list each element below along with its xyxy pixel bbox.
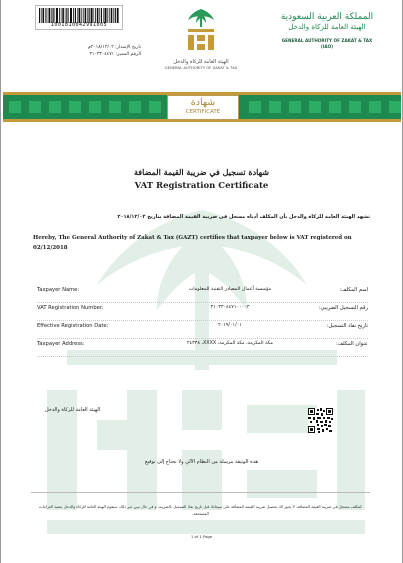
field-label-en: Effective Registration Date: <box>37 323 109 329</box>
field-row-taxpayer-name <box>37 285 368 303</box>
title-en: VAT Registration Certificate <box>134 181 269 191</box>
field-label-ar: اسم المكلف: <box>339 287 368 293</box>
footer-divider <box>31 492 370 493</box>
field-label-en: Taxpayer Address: <box>37 341 85 347</box>
field-label-ar: تاريخ نفاذ التسجيل: <box>326 323 368 329</box>
field-value: ٢٠١٩/٠١/٠١ <box>218 323 242 328</box>
issue-info <box>61 44 141 58</box>
certificate-label-ar: شهادة <box>190 97 216 108</box>
field-label-ar: رقم التسجيل الضريبي: <box>318 305 368 311</box>
intro-en: Hereby, The General Authority of Zakat & Tax (GAZT) certifies that taxpayer below is VAT registered on 02/12/2018 <box>33 235 352 251</box>
footer-disclaimer: كمكلف مسجل في ضريبة القيمة المضافة، لا يجوز لك تحصيل ضريبة القيمة المضافة على مبيعاتك قبل تاريخ نفاذ التسجيل بالضريبة، و في حال تبين غير ذلك، ستقوم الهيئة العامة للزكاة والدخل بتنفيذ الغرامات المستحقة. <box>39 504 362 516</box>
kingdom-name-ar: المملكة العربية السعودية <box>280 12 374 22</box>
qr-code <box>308 408 333 433</box>
field-value: ٣١٠٣٣٠٤٤٧١٠٠٠٠٣ <box>210 305 250 310</box>
barcode-bars <box>39 8 119 23</box>
gazt-logo-right <box>279 12 375 50</box>
field-row-address <box>37 339 368 357</box>
gazt-logo-center <box>156 6 246 86</box>
field-label-ar: عنوان المكلف: <box>336 341 368 347</box>
issue-date: تاريخ الإصدار: ٢٠١٨/١٢/٠٢م <box>87 45 141 50</box>
auto-generated-notice: هذه الوثيقة مرسلة من النظام الآلي ولا تحتاج إلى توقيع <box>144 459 259 465</box>
gazt-name-en: GENERAL AUTHORITY OF ZAKAT & TAX <box>164 66 238 70</box>
taxpayer-fields <box>37 285 368 357</box>
gazt-right-name-ar: الهيئة العامة للزكاة والدخل <box>288 23 366 31</box>
certificate-label-en: CERTIFICATE <box>185 109 221 115</box>
barcode-number: 1001810042991005 <box>50 22 108 28</box>
field-row-effective-date <box>37 321 368 339</box>
authority-signature: الهيئة العامة للزكاة والدخل <box>45 407 101 413</box>
title-ar: شهادة تسجيل في ضريبة القيمة المضافة <box>134 167 269 177</box>
field-label-en: Taxpayer Name: <box>37 287 80 293</box>
gazt-right-name-en: GENERAL AUTHORITY OF ZAKAT & TAX <box>281 38 373 43</box>
intro-ar: تشهد الهيئة العامة للزكاة والدخل بأن المكلف أدناه مسجل في ضريبة القيمة المضافة بتاريخ ٢٠١٨/١٢/٠٢ <box>117 214 370 220</box>
field-value: مكة المكرمة، مكة المكرمة، XXXX، ٢٤٣٣٨ <box>187 341 273 346</box>
field-value: مؤسسة أعمال المصادر التقنية للمعلومات <box>188 287 272 292</box>
field-row-vat-number <box>37 303 368 321</box>
palm-logo-icon <box>181 6 221 54</box>
gazt-name-ar: الهيئة العامة للزكاة والدخل <box>173 59 229 65</box>
tin-number: الرقم المميز: ٣١٠٣٣٠٤٤٧١ <box>89 52 141 57</box>
field-label-en: VAT Registration Number: <box>37 305 104 311</box>
page-number: 1 of 1 Page <box>190 534 213 539</box>
gazt-right-abbr: (IAO) <box>320 44 334 49</box>
barcode <box>35 5 123 30</box>
certificate-label <box>167 95 239 120</box>
